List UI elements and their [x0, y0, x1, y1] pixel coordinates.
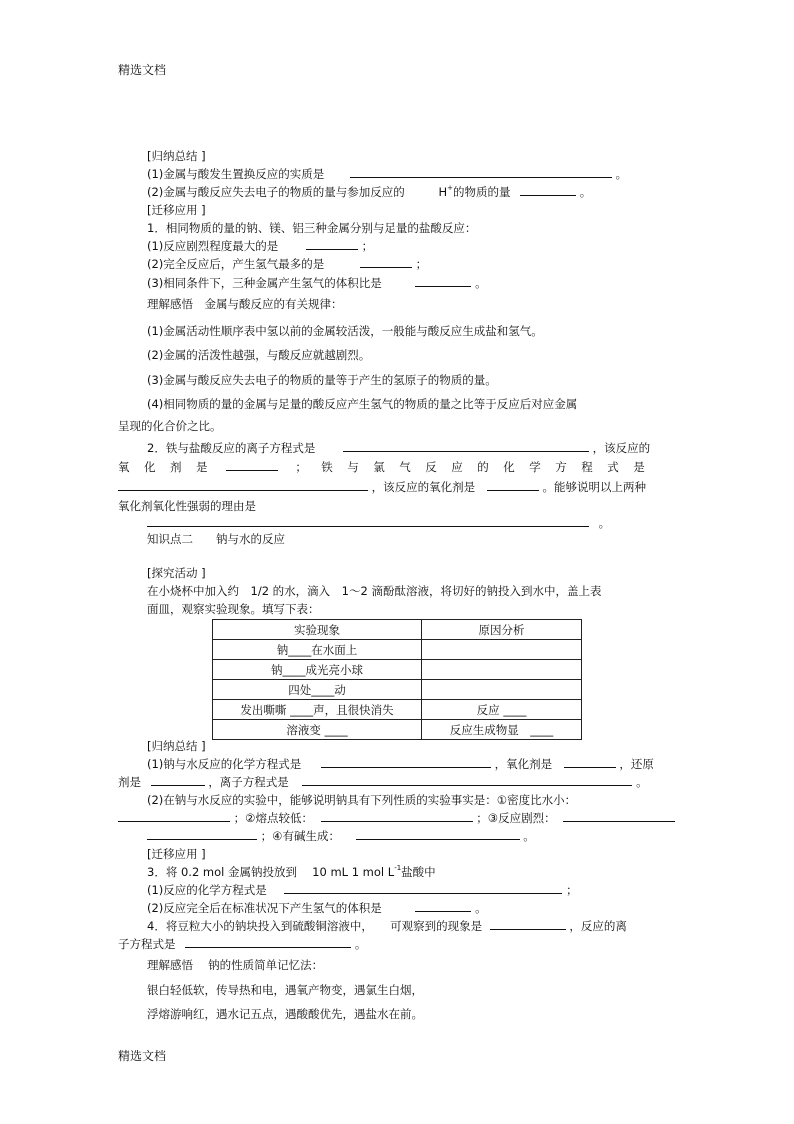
answer-blank[interactable]: [487, 480, 539, 491]
page-header: 精选文档: [118, 63, 167, 77]
table-cell[interactable]: [422, 680, 582, 700]
question-3: 3．将 0.2 mol 金属钠投放到 10 mL 1 mol $L^{-1}$盐酸中: [147, 864, 436, 879]
table-cell: 钠____在水面上: [213, 640, 422, 660]
answer-blank[interactable]: [490, 919, 566, 930]
summary2-line-2: 剂是 ，离子方程式是 。: [118, 775, 648, 789]
summary2-line-5: ；④有碱生成： 。: [147, 829, 535, 843]
answer-blank[interactable]: [415, 901, 471, 912]
answer-blank[interactable]: [321, 757, 491, 768]
question-1: 1．相同物质的量的钠、镁、铝三种金属分别与足量的盐酸反应：: [147, 221, 477, 235]
rule-4-cont: 呈现的化合价之比。: [118, 419, 222, 433]
summary-heading-2: [归纳总结 ]: [147, 739, 206, 753]
question-2e: 。: [147, 516, 610, 530]
knowledge-point-2: 知识点二 钠与水的反应: [147, 532, 285, 546]
answer-blank[interactable]: [563, 811, 675, 822]
explore-line-1: 在小烧杯中加入约 1/2 的水，滴入 1～2 滴酚酞溶液，将切好的钠投入到水中，盖上表: [147, 584, 602, 598]
answer-blank[interactable]: [284, 883, 562, 894]
question-2d: 氧化剂氧化性强弱的理由是: [118, 499, 256, 513]
answer-blank[interactable]: [350, 167, 612, 178]
answer-blank[interactable]: [564, 757, 616, 768]
answer-blank[interactable]: [321, 811, 473, 822]
question-1c: (3)相同条件下，三种金属产生氢气的体积比是 。: [147, 276, 487, 290]
answer-blank[interactable]: [226, 460, 278, 471]
table-cell[interactable]: [422, 660, 582, 680]
answer-blank[interactable]: [185, 937, 351, 948]
transfer-heading-2: [迁移应用 ]: [147, 847, 206, 861]
table-row: [213, 700, 582, 720]
summary2-line-1: (1)钠与水反应的化学方程式是 ，氧化剂是 ，还原: [147, 757, 654, 771]
answer-blank[interactable]: [356, 829, 520, 840]
summary-line-2: (2)金属与酸反应失去电子的物质的量与参加反应的 H+的物质的量 。: [147, 184, 592, 199]
question-1a: (1)反应剧烈程度最大的是 ；: [147, 239, 374, 253]
page-footer: 精选文档: [118, 1049, 167, 1063]
table-row: [213, 680, 582, 700]
experiment-table: [212, 619, 582, 740]
explore-line-2: 面皿，观察实验现象。填写下表：: [147, 602, 320, 616]
table-row: [213, 720, 582, 740]
answer-blank[interactable]: [302, 775, 632, 786]
table-header-cell: 原因分析: [422, 620, 582, 640]
rule-4: (4)相同物质的量的金属与足量的酸反应产生氢气的物质的量之比等于反应后对应金属: [147, 397, 578, 411]
table-cell: 钠____成光亮小球: [213, 660, 422, 680]
answer-blank[interactable]: [151, 775, 205, 786]
question-4: 4．将豆粒大小的钠块投入到硫酸铜溶液中， 可观察到的现象是 ，反应的离: [147, 919, 627, 933]
transfer-heading: [迁移应用 ]: [147, 203, 206, 217]
question-2a: 2．铁与盐酸反应的离子方程式是 ，该反应的: [147, 441, 651, 455]
answer-blank[interactable]: [415, 276, 471, 287]
table-row: [213, 640, 582, 660]
answer-blank[interactable]: [306, 239, 358, 250]
question-3a: (1)反应的化学方程式是 ；: [147, 883, 578, 897]
answer-blank[interactable]: [147, 829, 257, 840]
answer-blank[interactable]: [520, 185, 576, 196]
question-4b: 子方程式是 。: [118, 937, 367, 951]
explore-heading: [探究活动 ]: [147, 566, 206, 580]
table-cell[interactable]: [422, 640, 582, 660]
table-cell: 反应 ____: [422, 700, 582, 720]
answer-blank[interactable]: [118, 811, 230, 822]
question-2c: ，该反应的氧化剂是 。能够说明以上两种: [118, 480, 646, 494]
summary-line-1: (1)金属与酸发生置换反应的实质是 。: [147, 167, 628, 181]
summary2-line-3: (2)在钠与水反应的实验中，能够说明钠具有下列性质的实验事实是：①密度比水小：: [147, 793, 577, 807]
table-cell: 溶液变 ____: [213, 720, 422, 740]
rule-2: (2)金属的活泼性越强，与酸反应就越剧烈。: [147, 348, 371, 362]
summary-heading: [归纳总结 ]: [147, 149, 206, 163]
table-cell: 四处____动: [213, 680, 422, 700]
mnemonic-line-2: 浮熔游响红，遇水记五点，遇酸酸优先，遇盐水在前。: [147, 1007, 423, 1021]
table-header-cell: 实验现象: [213, 620, 422, 640]
mnemonic-line-1: 银白轻低软，传导热和电，遇氧产物变，遇氯生白烟，: [147, 983, 423, 997]
question-1b: (2)完全反应后，产生氢气最多的是 ；: [147, 257, 428, 271]
question-3b: (2)反应完全后在标准状况下产生氢气的体积是 。: [147, 901, 487, 915]
answer-blank[interactable]: [147, 516, 589, 527]
insight-title-2: 理解感悟 钠的性质简单记忆法：: [147, 958, 324, 972]
answer-blank[interactable]: [360, 257, 412, 268]
summary2-line-4: ；②熔点较低： ；③反应剧烈：: [118, 811, 675, 825]
insight-title: 理解感悟 金属与酸反应的有关规律：: [147, 297, 343, 311]
answer-blank[interactable]: [118, 480, 368, 491]
answer-blank[interactable]: [343, 441, 589, 452]
table-header-row: [213, 620, 582, 640]
table-cell: 反应生成物显 ____: [422, 720, 582, 740]
question-2b: 氧化剂是 ；铁与氯气反应的化学方程式是: [118, 460, 660, 474]
rule-3: (3)金属与酸反应失去电子的物质的量等于产生的氢原子的物质的量。: [147, 373, 497, 387]
rule-1: (1)金属活动性顺序表中氢以前的金属较活泼，一般能与酸反应生成盐和氢气。: [147, 324, 543, 338]
table-cell: 发出嘶嘶 ____声，且很快消失: [213, 700, 422, 720]
table-row: [213, 660, 582, 680]
